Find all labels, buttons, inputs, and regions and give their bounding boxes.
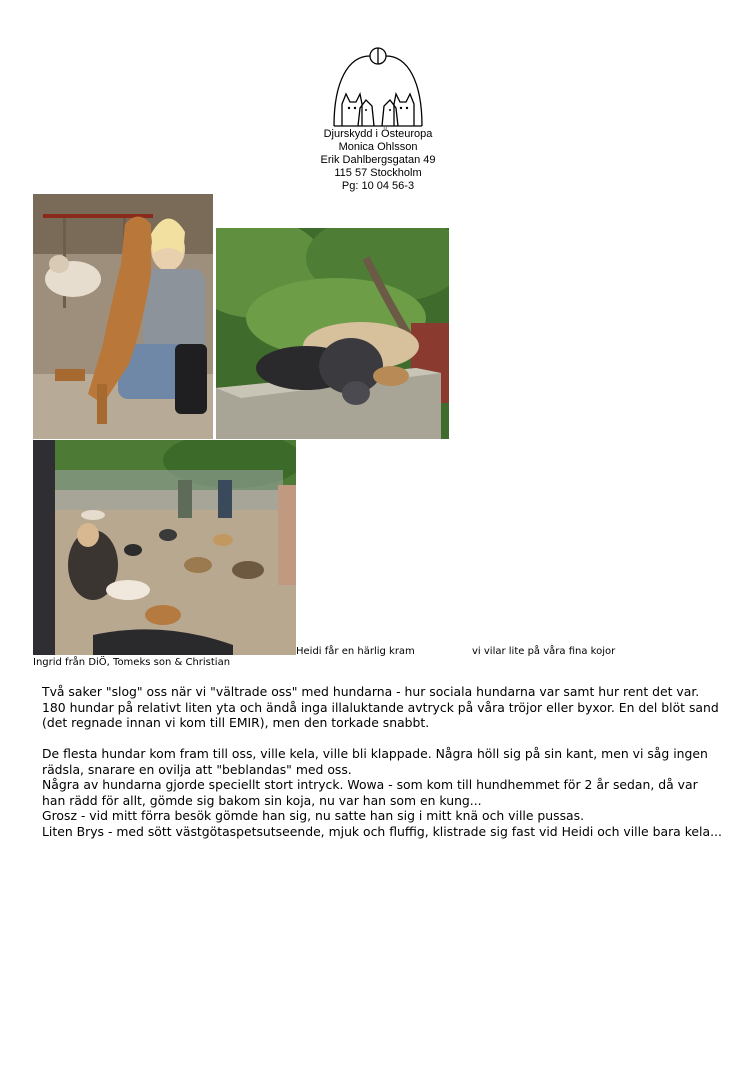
contact-header bbox=[278, 128, 478, 193]
caption-heidi: Heidi får en härlig kram bbox=[296, 646, 415, 657]
org-name: Djurskydd i Östeuropa bbox=[323, 128, 433, 140]
postgiro-number: Pg: 10 04 56-3 bbox=[341, 180, 415, 192]
caption-people: Ingrid från DiÖ, Tomeks son & Christian bbox=[33, 657, 231, 668]
caption-kojor: vi vilar lite på våra fina kojor bbox=[472, 646, 616, 657]
paragraph-dogs-greeting: De flesta hundar kom fram till oss, ville kela, ville bli klappade. Några höll sig på sin kant, men vi såg ingen rädsla, snarare en ovilja att "beblandas" med oss. bbox=[42, 746, 708, 777]
cats-and-dogs-emblem-icon bbox=[328, 42, 428, 130]
article-body bbox=[42, 684, 722, 839]
paragraph-intro: Två saker "slog" oss när vi "vältrade oss" med hundarna - hur sociala hundarna var samt hur rent det var. 180 hundar på relativt liten yta och ändå inga illaluktande avtryck på våra tröjor eller byxor. En del blöt sand (det regnade innan vi kom till EMIR), men den torkade snabbt. bbox=[42, 684, 719, 730]
woman-hugging-dog-photo bbox=[33, 194, 213, 439]
dog-shelter-yard-photo bbox=[33, 440, 296, 655]
postal-address: 115 57 Stockholm bbox=[334, 167, 422, 179]
dogs-resting-on-kennel-photo bbox=[216, 228, 449, 439]
contact-name: Monica Ohlsson bbox=[338, 141, 418, 153]
paragraph-brys: Liten Brys - med sött västgötaspetsutseende, mjuk och fluffig, klistrade sig fast vid Heidi och ville bara kela... bbox=[42, 823, 722, 839]
street-address: Erik Dahlbergsgatan 49 bbox=[320, 154, 436, 166]
paragraph-grosz: Grosz - vid mitt förra besök gömde han sig, nu satte han sig i mitt knä och ville pussas. bbox=[42, 808, 585, 823]
organization-logo bbox=[328, 42, 428, 130]
paragraph-wowa: Några av hundarna gjorde speciellt stort intryck. Wowa - som kom till hundhemmet för 2 år sedan, då var han rädd för allt, gömde sig bakom sin koja, nu var han som en kung... bbox=[42, 777, 698, 808]
